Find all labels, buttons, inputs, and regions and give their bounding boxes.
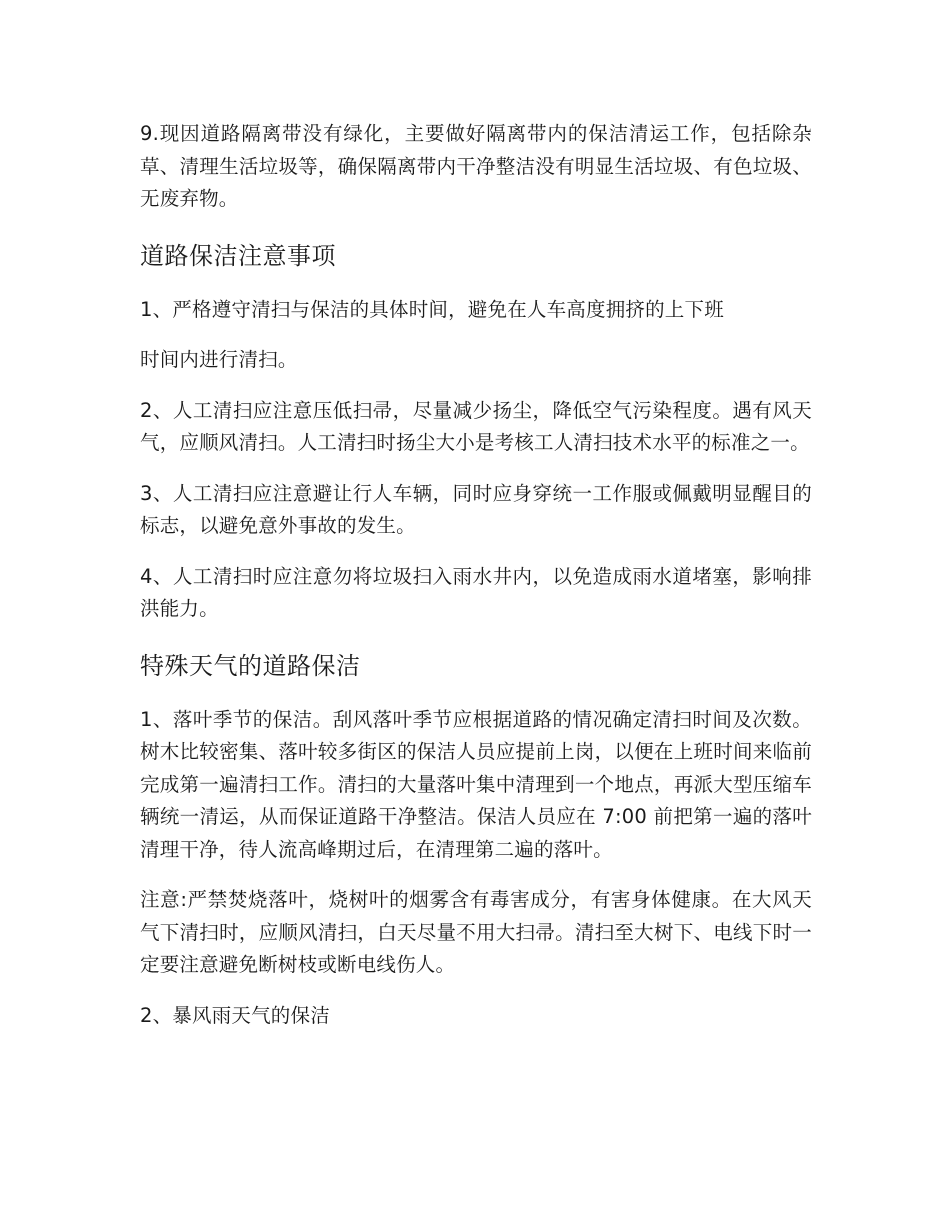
weather-1-leaf-season: 1、落叶季节的保洁。刮风落叶季节应根据道路的情况确定清扫时间及次数。树木比较密集、落叶较多街区的保洁人员应提前上岗，以便在上班时间来临前完成第一遍清扫工作。清扫的大量落叶集中清理到一个地点，再派大型压缩车辆统一清运，从而保证道路干净整洁。保洁人员应在 7:00 前把第一遍的落叶清理干净，待人流高峰期过后，在清理第二遍的落叶。 (140, 707, 812, 861)
heading-road-cleaning-notes: 道路保洁注意事项 (140, 241, 336, 270)
weather-2-storm: 2、暴风雨天气的保洁 (140, 1003, 330, 1027)
note-2: 2、人工清扫应注意压低扫帚，尽量减少扬尘，降低空气污染程度。遇有风天气，应顺风清扫。人工清扫时扬尘大小是考核工人清扫技术水平的标准之一。 (140, 398, 812, 454)
document-page (140, 118, 812, 1032)
note-4: 4、人工清扫时应注意勿将垃圾扫入雨水井内，以免造成雨水道堵塞，影响排洪能力。 (140, 564, 812, 620)
note-1-line-2: 时间内进行清扫。 (140, 348, 298, 371)
paragraph-9: 9.现因道路隔离带没有绿化，主要做好隔离带内的保洁清运工作，包括除杂草、清理生活垃圾等，确保隔离带内干净整洁没有明显生活垃圾、有色垃圾、无废弃物。 (140, 122, 812, 210)
heading-special-weather: 特殊天气的道路保洁 (140, 651, 361, 680)
note-1-line-1: 1、严格遵守清扫与保洁的具体时间，避免在人车高度拥挤的上下班 (140, 297, 724, 321)
weather-note: 注意:严禁焚烧落叶，烧树叶的烟雾含有毒害成分，有害身体健康。在大风天气下清扫时，应顺风清扫，白天尽量不用大扫帚。清扫至大树下、电线下时一定要注意避免断树枝或断电线伤人。 (140, 888, 812, 976)
note-3: 3、人工清扫应注意避让行人车辆，同时应身穿统一工作服或佩戴明显醒目的标志，以避免意外事故的发生。 (140, 481, 812, 537)
